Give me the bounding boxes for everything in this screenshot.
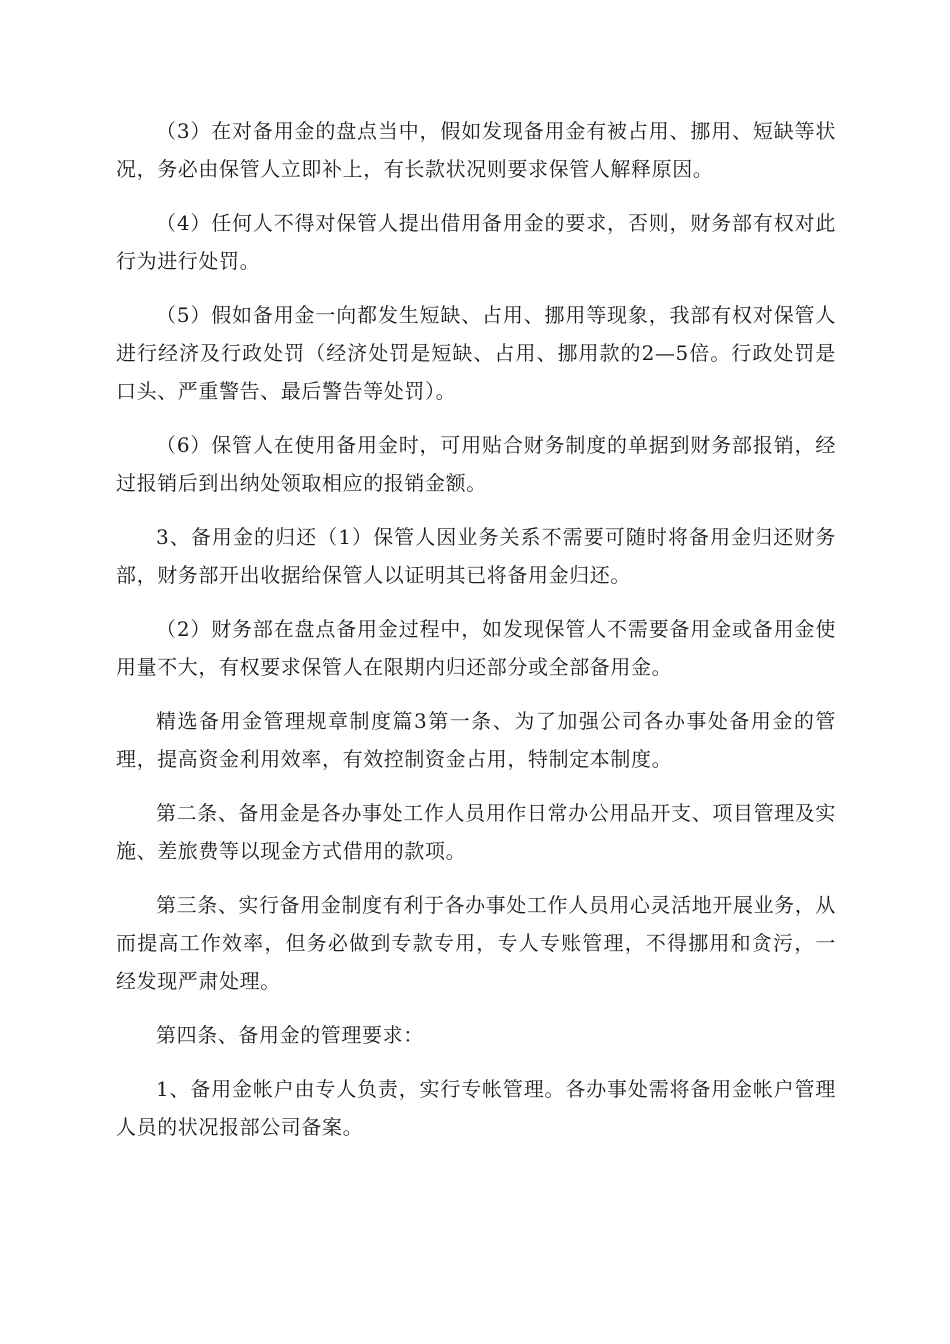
paragraph: 第三条、实行备用金制度有利于各办事处工作人员用心灵活地开展业务，从而提高工作效率，但务必做到专款专用，专人专账管理，不得挪用和贪污，一经发现严肃处理。 [116, 893, 836, 993]
paragraph: （5）假如备用金一向都发生短缺、占用、挪用等现象，我部有权对保管人进行经济及行政处罚（经济处罚是短缺、占用、挪用款的2—5倍。行政处罚是口头、严重警告、最后警告等处罚）。 [116, 303, 836, 403]
paragraph: 精选备用金管理规章制度篇3第一条、为了加强公司各办事处备用金的管理，提高资金利用效率，有效控制资金占用，特制定本制度。 [116, 709, 836, 771]
paragraph: 第二条、备用金是各办事处工作人员用作日常办公用品开支、项目管理及实施、差旅费等以现金方式借用的款项。 [116, 801, 836, 863]
paragraph: （4）任何人不得对保管人提出借用备用金的要求，否则，财务部有权对此行为进行处罚。 [116, 211, 836, 273]
paragraph: 1、备用金帐户由专人负责，实行专帐管理。各办事处需将备用金帐户管理人员的状况报部公司备案。 [116, 1077, 836, 1139]
paragraph: （6）保管人在使用备用金时，可用贴合财务制度的单据到财务部报销，经过报销后到出纳处领取相应的报销金额。 [116, 433, 836, 495]
paragraph: 3、备用金的归还（1）保管人因业务关系不需要可随时将备用金归还财务部，财务部开出收据给保管人以证明其已将备用金归还。 [116, 525, 836, 587]
paragraph: （2）财务部在盘点备用金过程中，如发现保管人不需要备用金或备用金使用量不大，有权要求保管人在限期内归还部分或全部备用金。 [116, 617, 836, 679]
document-body [116, 112, 836, 1162]
paragraph: 第四条、备用金的管理要求： [156, 1023, 424, 1047]
paragraph: （3）在对备用金的盘点当中，假如发现备用金有被占用、挪用、短缺等状况，务必由保管人立即补上，有长款状况则要求保管人解释原因。 [116, 119, 836, 181]
